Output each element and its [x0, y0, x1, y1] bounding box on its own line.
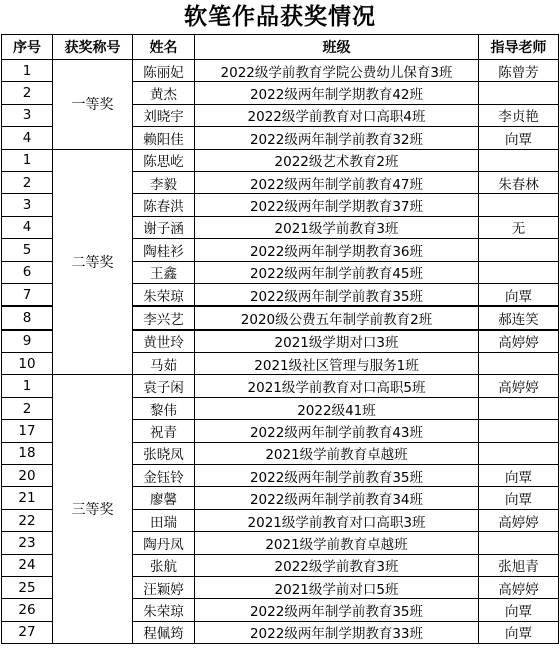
cell-teacher — [479, 149, 559, 171]
cell-seq: 27 — [2, 621, 53, 643]
cell-teacher — [479, 420, 559, 442]
cell-teacher: 高婷婷 — [479, 330, 559, 353]
header-name: 姓名 — [133, 35, 195, 60]
cell-teacher — [479, 353, 559, 375]
cell-seq: 23 — [2, 532, 53, 554]
header-seq: 序号 — [2, 35, 53, 60]
cell-name: 李兴艺 — [133, 306, 195, 329]
cell-seq: 25 — [2, 576, 53, 598]
cell-name: 黎伟 — [133, 397, 195, 419]
cell-name: 王鑫 — [133, 261, 195, 283]
cell-name: 马茹 — [133, 353, 195, 375]
cell-class: 2022级学前教育对口高职4班 — [195, 104, 479, 126]
cell-seq: 20 — [2, 465, 53, 487]
table-row — [2, 149, 559, 171]
cell-name: 黄杰 — [133, 82, 195, 104]
cell-name: 陈思屹 — [133, 149, 195, 171]
cell-name: 张航 — [133, 554, 195, 576]
cell-name: 刘晓宇 — [133, 104, 195, 126]
cell-seq: 18 — [2, 442, 53, 464]
cell-teacher: 郝连笑 — [479, 306, 559, 329]
cell-teacher: 朱春林 — [479, 171, 559, 193]
cell-class: 2022级两年制学前教育43班 — [195, 420, 479, 442]
cell-name: 黄世玲 — [133, 330, 195, 353]
cell-name: 朱荣琼 — [133, 599, 195, 621]
page-title: 软笔作品获奖情况 — [184, 4, 376, 30]
table-header-row — [2, 35, 559, 60]
cell-class: 2022级两年制学期教育42班 — [195, 82, 479, 104]
cell-class: 2021级学前教育卓越班 — [195, 532, 479, 554]
cell-seq: 3 — [2, 104, 53, 126]
header-class: 班级 — [195, 35, 479, 60]
cell-seq: 1 — [2, 375, 53, 397]
cell-class: 2022级两年制学前教育47班 — [195, 171, 479, 193]
cell-name: 廖馨 — [133, 487, 195, 509]
cell-award: 一等奖 — [53, 60, 133, 150]
cell-class: 2022级两年制学期教育36班 — [195, 239, 479, 261]
cell-class: 2021级学期对口3班 — [195, 330, 479, 353]
cell-class: 2021级学前教育对口高职5班 — [195, 375, 479, 397]
cell-teacher: 高婷婷 — [479, 509, 559, 531]
cell-teacher: 向覃 — [479, 127, 559, 149]
cell-seq: 9 — [2, 330, 53, 353]
cell-class: 2021级学前教育卓越班 — [195, 442, 479, 464]
cell-seq: 1 — [2, 60, 53, 82]
cell-name: 袁子闲 — [133, 375, 195, 397]
cell-teacher — [479, 397, 559, 419]
cell-teacher: 高婷婷 — [479, 576, 559, 598]
awards-table — [1, 34, 559, 644]
cell-seq: 26 — [2, 599, 53, 621]
cell-teacher — [479, 82, 559, 104]
cell-teacher — [479, 261, 559, 283]
cell-class: 2022级两年制学前教育34班 — [195, 487, 479, 509]
cell-name: 李毅 — [133, 171, 195, 193]
cell-seq: 2 — [2, 82, 53, 104]
cell-name: 张晓凤 — [133, 442, 195, 464]
cell-class: 2021级学前教育3班 — [195, 216, 479, 238]
cell-teacher: 向覃 — [479, 599, 559, 621]
cell-class: 2022级学前教育学院公费幼儿保育3班 — [195, 60, 479, 82]
table-body — [2, 60, 559, 644]
cell-award: 三等奖 — [53, 375, 133, 644]
cell-name: 赖阳佳 — [133, 127, 195, 149]
cell-name: 朱荣琼 — [133, 283, 195, 306]
cell-seq: 22 — [2, 509, 53, 531]
cell-class: 2022级两年制学前教育32班 — [195, 127, 479, 149]
cell-name: 陈丽妃 — [133, 60, 195, 82]
cell-seq: 24 — [2, 554, 53, 576]
table-row — [2, 375, 559, 397]
cell-class: 2022级两年制学前教育35班 — [195, 283, 479, 306]
cell-teacher: 高婷婷 — [479, 375, 559, 397]
cell-seq: 7 — [2, 283, 53, 306]
cell-class: 2021级学前对口5班 — [195, 576, 479, 598]
cell-class: 2021级社区管理与服务1班 — [195, 353, 479, 375]
cell-teacher — [479, 194, 559, 216]
cell-teacher: 张旭青 — [479, 554, 559, 576]
cell-name: 程佩筠 — [133, 621, 195, 643]
cell-class: 2020级公费五年制学前教育2班 — [195, 306, 479, 329]
cell-teacher: 向覃 — [479, 621, 559, 643]
cell-name: 田瑞 — [133, 509, 195, 531]
cell-seq: 3 — [2, 194, 53, 216]
table-row — [2, 60, 559, 82]
cell-class: 2022级两年制学期教育33班 — [195, 621, 479, 643]
cell-teacher: 向覃 — [479, 283, 559, 306]
cell-seq: 2 — [2, 171, 53, 193]
cell-name: 谢子涵 — [133, 216, 195, 238]
cell-seq: 6 — [2, 261, 53, 283]
cell-name: 陶桂衫 — [133, 239, 195, 261]
cell-teacher: 李贞艳 — [479, 104, 559, 126]
cell-class: 2022级两年制学前教育35班 — [195, 465, 479, 487]
cell-seq: 10 — [2, 353, 53, 375]
cell-seq: 1 — [2, 149, 53, 171]
cell-name: 陶丹凤 — [133, 532, 195, 554]
cell-seq: 5 — [2, 239, 53, 261]
cell-name: 祝青 — [133, 420, 195, 442]
cell-teacher: 无 — [479, 216, 559, 238]
cell-seq: 17 — [2, 420, 53, 442]
cell-class: 2022级两年制学期教育37班 — [195, 194, 479, 216]
cell-class: 2022级两年制学前教育35班 — [195, 599, 479, 621]
cell-class: 2022级两年制学前教育45班 — [195, 261, 479, 283]
cell-class: 2022级学前教育3班 — [195, 554, 479, 576]
cell-class: 2022级艺术教育2班 — [195, 149, 479, 171]
cell-name: 金钰铃 — [133, 465, 195, 487]
cell-name: 汪颖婷 — [133, 576, 195, 598]
cell-teacher — [479, 239, 559, 261]
cell-class: 2021级学前教育对口高职3班 — [195, 509, 479, 531]
cell-seq: 4 — [2, 216, 53, 238]
cell-teacher — [479, 442, 559, 464]
cell-teacher: 向覃 — [479, 465, 559, 487]
header-award: 获奖称号 — [53, 35, 133, 60]
cell-teacher — [479, 532, 559, 554]
cell-class: 2022级41班 — [195, 397, 479, 419]
cell-name: 陈春洪 — [133, 194, 195, 216]
cell-teacher: 陈曾芳 — [479, 60, 559, 82]
cell-seq: 8 — [2, 306, 53, 329]
cell-seq: 21 — [2, 487, 53, 509]
header-teacher: 指导老师 — [479, 35, 559, 60]
cell-teacher: 向覃 — [479, 487, 559, 509]
cell-seq: 2 — [2, 397, 53, 419]
cell-award: 二等奖 — [53, 149, 133, 375]
cell-seq: 4 — [2, 127, 53, 149]
